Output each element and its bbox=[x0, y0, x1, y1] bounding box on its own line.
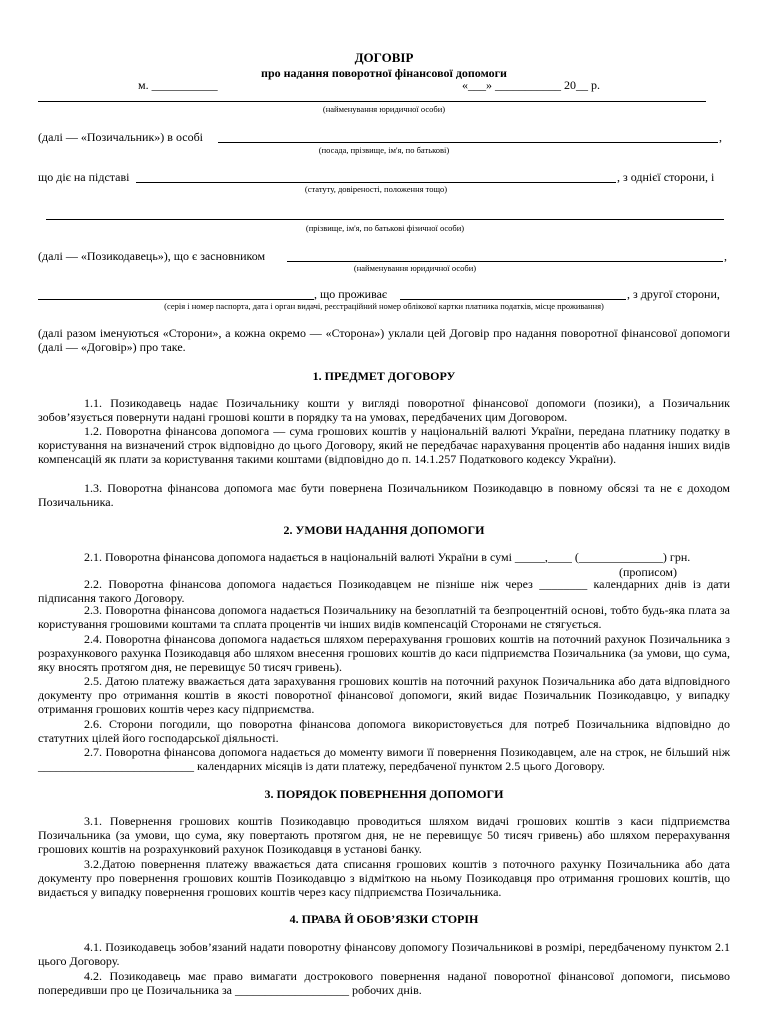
amount-in-words-caption: (прописом) bbox=[619, 565, 677, 579]
paragraph-4-2: 4.2. Позикодавець має право вимагати дострокового повернення наданої поворотної фінансової допомоги, письмово попередивши про це Позичальника за ___________________ робочих днів. bbox=[38, 969, 730, 998]
residence-line-right bbox=[400, 299, 626, 300]
city-field: м. ___________ bbox=[138, 78, 218, 92]
section-4-title: 4. ПРАВА Й ОБОВ’ЯЗКИ СТОРІН bbox=[289, 912, 479, 926]
legal-entity-line bbox=[38, 101, 706, 102]
person-line bbox=[46, 219, 724, 220]
passport-caption: (серія і номер паспорта, дата і орган видачі, реєстраційний номер облікової картки платника податків, місце проживання) bbox=[164, 301, 604, 311]
position-caption: (посада, прізвище, ім'я, по батькові) bbox=[318, 145, 450, 155]
paragraph-1-1: 1.1. Позикодавець надає Позичальнику кошти у вигляді поворотної фінансової допомоги (позики), а Позичальник зобов’язується повернути надані грошові кошти в порядку та на умовах, передбачених цим Договором. bbox=[38, 396, 730, 425]
lender-suffix: , bbox=[724, 249, 727, 263]
paragraph-3-2: 3.2.Датою повернення платежу вважається дата списання грошових коштів з поточного рахунку Позичальника або дата документу про повернення грошових коштів Позикодавцю з відміткою на ньому Позикодавця про отримання грошових коштів, що видається у випадку повернення грошових коштів через касу підприємства Позичальника. bbox=[38, 857, 730, 900]
paragraph-2-5: 2.5. Датою платежу вважається дата зарахування грошових коштів на поточний рахунок Позичальника або дата відповідного документу про отримання коштів в якості поворотної фінансової допомоги, який видає Позичальник Позикодавцю, у випадку отримання грошових коштів через касу підприємства. bbox=[38, 674, 730, 717]
basis-suffix: , з однієї сторони, і bbox=[617, 170, 715, 184]
intro-paragraph: (далі разом іменуються «Сторони», а кожна окремо — «Сторона») уклали цей Договір про надання поворотної фінансової допомоги (далі — «Договір») про таке. bbox=[38, 326, 730, 355]
paragraph-3-1: 3.1. Повернення грошових коштів Позикодавцю проводиться шляхом видачі грошових коштів з каси підприємства Позичальника (за умови, що сума, яку повертають протягом дня, не не перевищує 50 тисяч гривень) або шляхом перерахування грошових коштів на розрахунковий рахунок Позикодавця в установі банку. bbox=[38, 814, 730, 857]
residence-suffix: , з другої сторони, bbox=[627, 287, 720, 301]
basis-prefix: що діє на підставі bbox=[38, 170, 130, 184]
paragraph-2-1: 2.1. Поворотна фінансова допомога надається в національній валюті України в сумі _____,____ (______________) грн. bbox=[84, 550, 691, 564]
lender-line bbox=[287, 261, 723, 262]
paragraph-2-3: 2.3. Поворотна фінансова допомога надається Позичальнику на безоплатній та безпроцентній основі, тобто будь-яка плата за користування грошовими коштами та сплата процентів чи інших видів компенсацій Сторонами не стягується. bbox=[38, 603, 730, 632]
section-2-title: 2. УМОВИ НАДАННЯ ДОПОМОГИ bbox=[283, 523, 485, 537]
paragraph-1-2: 1.2. Поворотна фінансова допомога — сума грошових коштів у національній валюті України, передана платнику податку в користування на визначений строк відповідно до цього Договору, який не передбачає нарахування процентів або надання інших видів компенсацій як плати за користування такими коштами (відповідно до п. 14.1.257 Податкового кодексу України). bbox=[38, 424, 730, 467]
section-3-title: 3. ПОРЯДОК ПОВЕРНЕННЯ ДОПОМОГИ bbox=[264, 787, 504, 801]
residence-mid: , що проживає bbox=[314, 287, 388, 301]
person-caption: (прізвище, ім'я, по батькові фізичної особи) bbox=[305, 223, 465, 233]
borrower-suffix: , bbox=[719, 130, 722, 144]
paragraph-2-6: 2.6. Сторони погодили, що поворотна фінансова допомога використовується для потреб Позичальника відповідно до статутних цілей його господарської діяльності. bbox=[38, 717, 730, 746]
residence-line-left bbox=[38, 299, 314, 300]
date-field: «___» ___________ 20__ р. bbox=[462, 78, 600, 92]
paragraph-1-3: 1.3. Поворотна фінансова допомога має бути повернена Позичальником Позикодавцю в повному обсязі та не є доходом Позичальника. bbox=[38, 481, 730, 510]
borrower-prefix: (далі — «Позичальник») в особі bbox=[38, 130, 204, 144]
paragraph-2-7: 2.7. Поворотна фінансова допомога надається до моменту вимоги її повернення Позикодавцем, але на строк, не більший ніж __________________________ календарних місяців із дати платежу, передбаченої пунктом 2.5 цього Договору. bbox=[38, 745, 730, 774]
document-title: ДОГОВІР bbox=[354, 50, 414, 65]
borrower-line bbox=[218, 142, 718, 143]
basis-caption: (статуту, довіреності, положення тощо) bbox=[304, 184, 448, 194]
paragraph-4-1: 4.1. Позикодавець зобов’язаний надати поворотну фінансову допомогу Позичальникові в розмірі, передбаченому пунктом 2.1 цього Договору. bbox=[38, 940, 730, 969]
paragraph-2-2: 2.2. Поворотна фінансова допомога надається Позикодавцем не пізніше ніж через ________ календарних днів із дати підписання такого Договору. bbox=[38, 577, 730, 606]
legal-entity-caption: (найменування юридичної особи) bbox=[322, 104, 446, 114]
lender-prefix: (далі — «Позикодавець»), що є засновником bbox=[38, 249, 266, 263]
paragraph-2-4: 2.4. Поворотна фінансова допомога надається шляхом перерахування грошових коштів на поточний рахунок Позичальника з розрахункового рахунка Позикодавця або шляхом внесення грошових коштів до каси підприємства Позичальника (за умови, що сума, яку вносять протягом дня, не перевищує 50 тисяч гривень). bbox=[38, 632, 730, 675]
section-1-title: 1. ПРЕДМЕТ ДОГОВОРУ bbox=[312, 369, 456, 383]
basis-line bbox=[136, 182, 616, 183]
document-subtitle: про надання поворотної фінансової допомоги bbox=[261, 66, 507, 80]
founder-caption: (найменування юридичної особи) bbox=[353, 263, 477, 273]
